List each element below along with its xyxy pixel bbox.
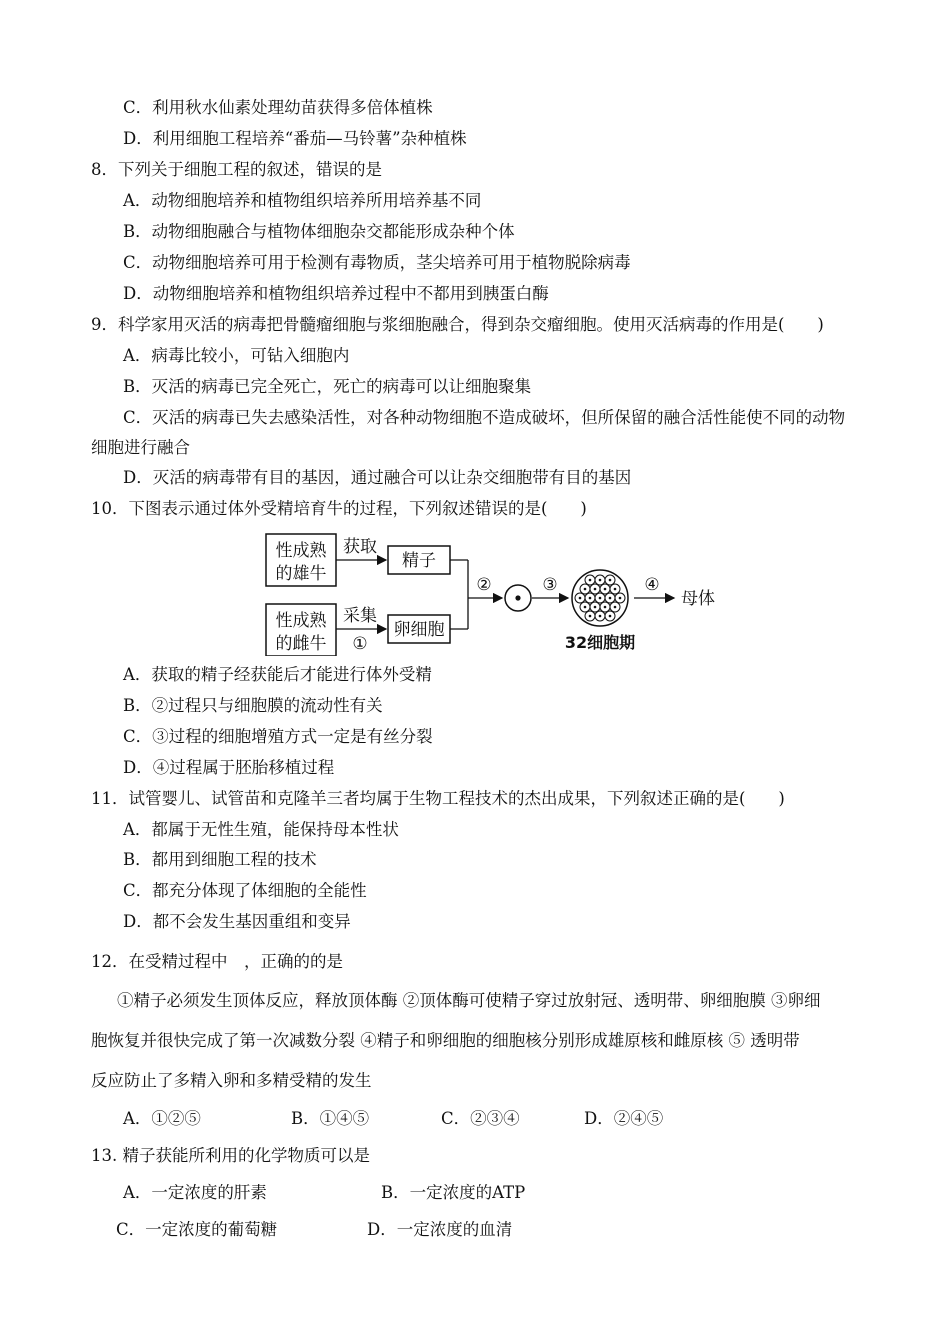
- q12-option-c: C．②③④: [441, 1109, 520, 1128]
- female-label-2: 的雌牛: [275, 634, 327, 654]
- step-4-label: ④: [644, 575, 660, 595]
- collect-label: 采集: [343, 606, 377, 626]
- zygote-nucleus: [515, 595, 520, 600]
- q12-stem: 12．在受精过程中 ，正确的的是: [91, 952, 343, 971]
- sperm-label: 精子: [402, 551, 436, 571]
- q10-option-d: D．④过程属于胚胎移植过程: [123, 758, 335, 777]
- step-1-label: ①: [352, 634, 368, 654]
- q12-option-d: D．②④⑤: [584, 1109, 664, 1128]
- q12-statements-line-1: ①精子必须发生顶体反应，释放顶体酶 ②顶体酶可使精子穿过放射冠、透明带、卵细胞膜 ③卵细: [117, 991, 821, 1010]
- q10-option-a: A．获取的精子经获能后才能进行体外受精: [123, 665, 432, 684]
- q8-option-d: D．动物细胞培养和植物组织培养过程中不都用到胰蛋白酶: [123, 284, 549, 303]
- q11-option-c: C．都充分体现了体细胞的全能性: [123, 881, 367, 900]
- step-2-label: ②: [476, 575, 492, 595]
- ivf-process-diagram: [262, 526, 722, 656]
- q12-statements-line-3: 反应防止了多精入卵和多精受精的发生: [91, 1071, 372, 1090]
- q13-option-d: D．一定浓度的血清: [367, 1220, 513, 1239]
- q11-stem: 11．试管婴儿、试管苗和克隆羊三者均属于生物工程技术的杰出成果，下列叙述正确的是( ): [91, 789, 785, 808]
- q10-option-b: B．②过程只与细胞膜的流动性有关: [123, 696, 383, 715]
- embryo-32-cell-icon: [572, 570, 628, 626]
- q12-statements-line-2: 胞恢复并很快完成了第一次减数分裂 ④精子和卵细胞的细胞核分别形成雄原核和雌原核 ⑤ 透明带: [91, 1031, 800, 1050]
- q11-option-b: B．都用到细胞工程的技术: [123, 850, 317, 869]
- q9-option-c: C．灭活的病毒已失去感染活性，对各种动物细胞不造成破坏，但所保留的融合活性能使不同的动物: [123, 408, 846, 427]
- male-label-1: 性成熟: [275, 541, 327, 561]
- stage-label: 32细胞期: [564, 633, 636, 652]
- q8-option-b: B．动物细胞融合与植物体细胞杂交都能形成杂种个体: [123, 222, 515, 241]
- q10-stem: 10．下图表示通过体外受精培育牛的过程，下列叙述错误的是( ): [91, 499, 587, 518]
- q12-option-b: B．①④⑤: [291, 1109, 370, 1128]
- q10-option-c: C．③过程的细胞增殖方式一定是有丝分裂: [123, 727, 433, 746]
- q9-option-d: D．灭活的病毒带有目的基因，通过融合可以让杂交细胞带有目的基因: [123, 468, 632, 487]
- q12-option-a: A．①②⑤: [123, 1109, 201, 1128]
- q7-option-c: C．利用秋水仙素处理幼苗获得多倍体植株: [123, 98, 433, 117]
- q9-option-c-continued: 细胞进行融合: [91, 438, 190, 457]
- q9-option-b: B．灭活的病毒已完全死亡，死亡的病毒可以让细胞聚集: [123, 377, 532, 396]
- female-label-1: 性成熟: [275, 611, 327, 631]
- mother-label: 母体: [681, 589, 715, 609]
- egg-label: 卵细胞: [393, 620, 445, 640]
- q7-option-d: D．利用细胞工程培养“番茄—马铃薯”杂种植株: [123, 129, 467, 148]
- male-label-2: 的雄牛: [275, 564, 327, 584]
- q11-option-a: A．都属于无性生殖，能保持母本性状: [123, 820, 399, 839]
- q13-option-b: B．一定浓度的ATP: [381, 1183, 526, 1202]
- q9-option-a: A．病毒比较小，可钻入细胞内: [123, 346, 350, 365]
- step-3-label: ③: [542, 575, 558, 595]
- q8-stem: 8．下列关于细胞工程的叙述，错误的是: [91, 160, 382, 179]
- q13-option-a: A．一定浓度的肝素: [123, 1183, 267, 1202]
- q11-option-d: D．都不会发生基因重组和变异: [123, 912, 351, 931]
- q13-stem: 13. 精子获能所利用的化学物质可以是: [91, 1146, 370, 1165]
- q9-stem: 9．科学家用灭活的病毒把骨髓瘤细胞与浆细胞融合，得到杂交瘤细胞。使用灭活病毒的作用是( ): [91, 315, 824, 334]
- get-label: 获取: [343, 537, 377, 557]
- q13-option-c: C．一定浓度的葡萄糖: [116, 1220, 278, 1239]
- q8-option-c: C．动物细胞培养可用于检测有毒物质，茎尖培养可用于植物脱除病毒: [123, 253, 631, 272]
- q8-option-a: A．动物细胞培养和植物组织培养所用培养基不同: [123, 191, 482, 210]
